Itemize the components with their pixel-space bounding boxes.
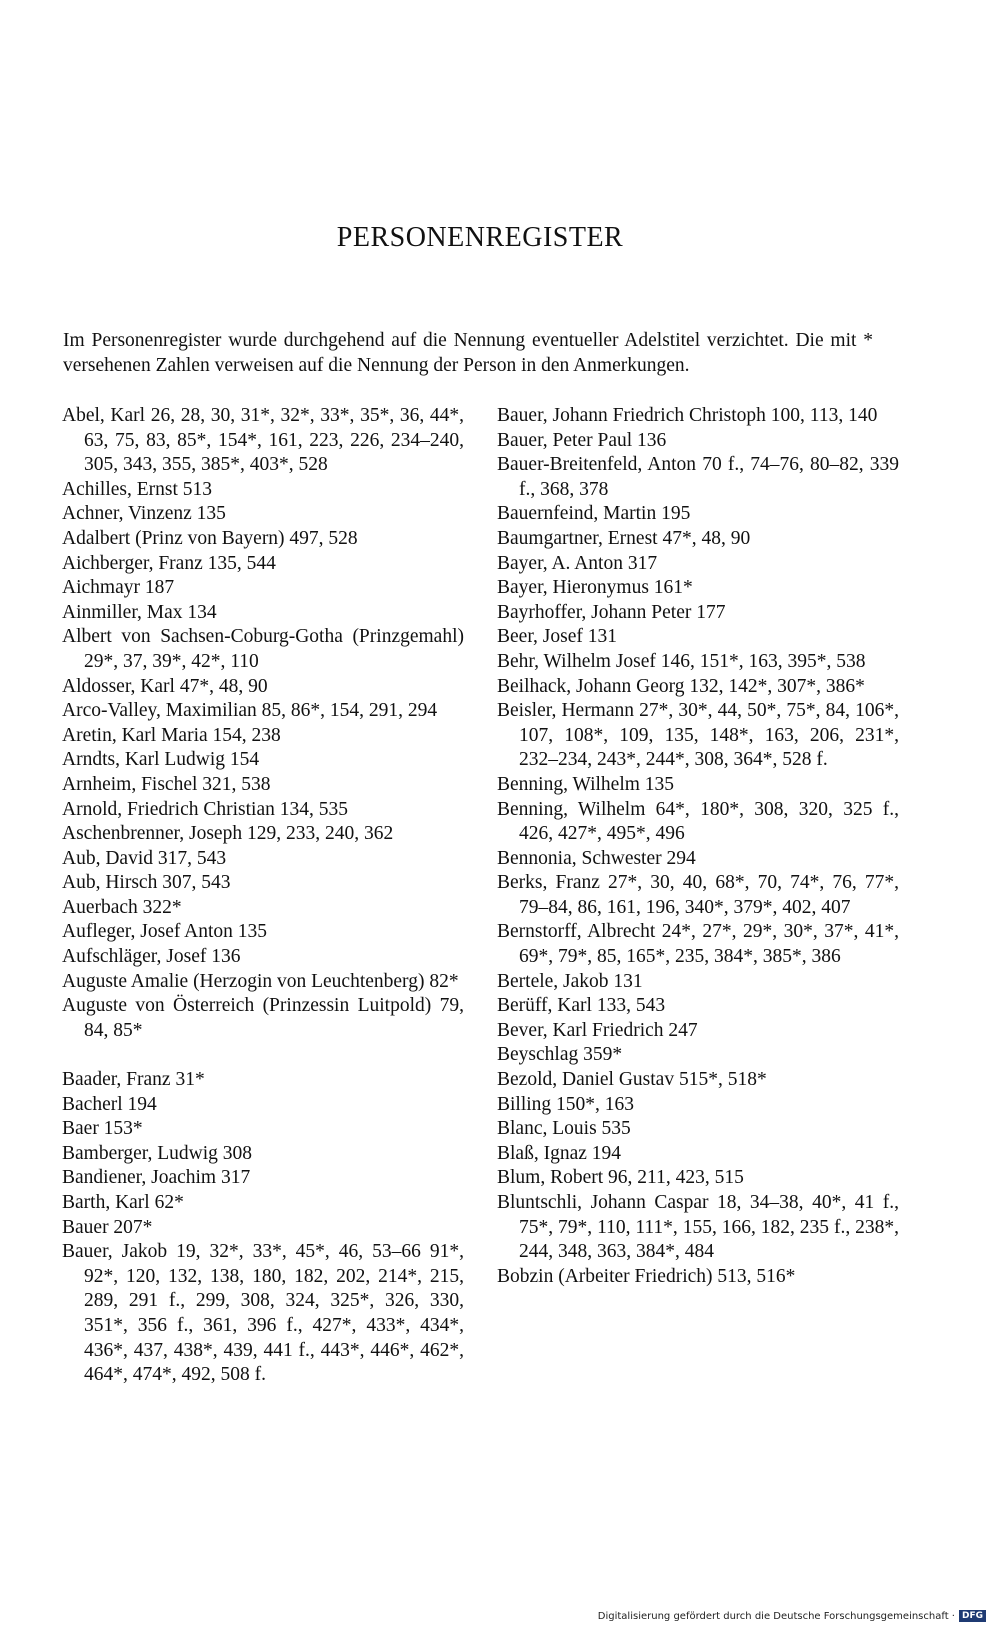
- page-title: PERSONENREGISTER: [336, 222, 624, 253]
- intro-paragraph: Im Personenregister wurde durchgehend auf die Nennung eventueller Adelstitel verzichtet. Die mit * versehenen Zahlen verweisen auf die Nennung der Person in den Anmerkungen.: [63, 330, 873, 376]
- index-entry: Bauer, Peter Paul 136: [497, 429, 667, 451]
- index-entry: Blaß, Ignaz 194: [497, 1142, 622, 1164]
- index-entry: Bayrhoffer, Johann Peter 177: [497, 601, 726, 623]
- index-entry: Baer 153*: [62, 1118, 143, 1140]
- index-entry: Aufleger, Josef Anton 135: [62, 921, 268, 943]
- index-entry: Beyschlag 359*: [497, 1044, 623, 1066]
- index-entry: Abel, Karl 26, 28, 30, 31*, 32*, 33*, 35*, 36, 44*, 63, 75, 83, 85*, 154*, 161, 223, 226, 234–240, 305, 343, 355, 385*, 403*, 528: [62, 405, 464, 476]
- dfg-logo: DFG: [959, 1610, 986, 1622]
- index-entry: Aichberger, Franz 135, 544: [62, 552, 276, 574]
- index-entry: Bauer, Jakob 19, 32*, 33*, 45*, 46, 53–66 91*, 92*, 120, 132, 138, 180, 182, 202, 214*, 215, 289, 291 f., 299, 308, 324, 325*, 326, 330, 351*, 356 f., 361, 396 f., 427*, 433*, 434*, 436*, 437, 438*, 439, 441 f., 443*, 446*, 462*, 464*, 474*, 492, 508 f.: [62, 1241, 464, 1386]
- index-entry: Auguste Amalie (Herzogin von Leuchtenberg) 82*: [62, 970, 459, 992]
- index-group-a: [62, 404, 464, 1043]
- index-entry: Arnold, Friedrich Christian 134, 535: [62, 798, 348, 820]
- index-entry: Bever, Karl Friedrich 247: [497, 1019, 698, 1041]
- index-entry: Achilles, Ernst 513: [62, 478, 213, 500]
- index-entry: Ainmiller, Max 134: [62, 601, 217, 623]
- index-entry: Adalbert (Prinz von Bayern) 497, 528: [62, 527, 358, 549]
- index-entry: Bobzin (Arbeiter Friedrich) 513, 516*: [497, 1265, 796, 1287]
- index-entry: Aschenbrenner, Joseph 129, 233, 240, 362: [62, 823, 394, 845]
- index-entry: Aldosser, Karl 47*, 48, 90: [62, 675, 268, 697]
- index-entry: Beer, Josef 131: [497, 626, 617, 648]
- index-entry: Arco-Valley, Maximilian 85, 86*, 154, 291, 294: [62, 700, 438, 722]
- index-entry: Bennonia, Schwester 294: [497, 847, 696, 869]
- index-entry: Aichmayr 187: [62, 577, 175, 599]
- index-entry: Bandiener, Joachim 317: [62, 1167, 251, 1189]
- footer: [598, 1610, 986, 1622]
- index-entry: Bauer, Johann Friedrich Christoph 100, 113, 140: [497, 405, 878, 426]
- index-entry: Aub, David 317, 543: [62, 847, 227, 869]
- index-entry: Baader, Franz 31*: [62, 1069, 205, 1091]
- index-entry: Bayer, A. Anton 317: [497, 552, 658, 574]
- index-entry: Aufschläger, Josef 136: [62, 946, 241, 968]
- index-entry: Bauernfeind, Martin 195: [497, 503, 691, 525]
- index-entry: Billing 150*, 163: [497, 1093, 635, 1115]
- index-entry: Baumgartner, Ernest 47*, 48, 90: [497, 527, 751, 549]
- index-entry: Auguste von Österreich (Prinzessin Luitpold) 79, 84, 85*: [62, 995, 464, 1041]
- index-entry: Bernstorff, Albrecht 24*, 27*, 29*, 30*, 37*, 41*, 69*, 79*, 85, 165*, 235, 384*, 385*, 386: [497, 921, 899, 968]
- index-group-b: [62, 1068, 464, 1388]
- index-entry: Aretin, Karl Maria 154, 238: [62, 724, 281, 746]
- index-entry: Albert von Sachsen-Coburg-Gotha (Prinzgemahl) 29*, 37, 39*, 42*, 110: [62, 626, 464, 672]
- index-entry: Beilhack, Johann Georg 132, 142*, 307*, 386*: [497, 675, 865, 697]
- index-entry: Barth, Karl 62*: [62, 1192, 184, 1213]
- index-entry: Bauer-Breitenfeld, Anton 70 f., 74–76, 80–82, 339 f., 368, 378: [497, 454, 899, 500]
- index-entry: Benning, Wilhelm 135: [497, 773, 675, 795]
- index-entry: Bauer 207*: [62, 1216, 153, 1238]
- index-entry: Bertele, Jakob 131: [497, 970, 643, 992]
- group-spacer: [62, 1043, 464, 1068]
- index-entry: Bamberger, Ludwig 308: [62, 1142, 253, 1164]
- index-entry: Bezold, Daniel Gustav 515*, 518*: [497, 1069, 767, 1091]
- index-entry: Arndts, Karl Ludwig 154: [62, 749, 260, 771]
- index-entry: Bacherl 194: [62, 1093, 157, 1115]
- index-entry: Blum, Robert 96, 211, 423, 515: [497, 1167, 744, 1189]
- index-entry: Bayer, Hieronymus 161*: [497, 577, 693, 599]
- index-entry: Beisler, Hermann 27*, 30*, 44, 50*, 75*, 84, 106*, 107, 108*, 109, 135, 148*, 163, 206, 231*, 232–234, 243*, 244*, 308, 364*, 528 f.: [497, 700, 899, 771]
- index-entry: Benning, Wilhelm 64*, 180*, 308, 320, 325 f., 426, 427*, 495*, 496: [497, 798, 899, 845]
- index-entry: Achner, Vinzenz 135: [62, 503, 226, 525]
- index-entry: Arnheim, Fischel 321, 538: [62, 773, 271, 795]
- index-entry: Berüff, Karl 133, 543: [497, 995, 666, 1017]
- index-column-left: [62, 404, 464, 1388]
- index-entry: Behr, Wilhelm Josef 146, 151*, 163, 395*, 538: [497, 650, 866, 672]
- index-entry: Blanc, Louis 535: [497, 1118, 631, 1140]
- index-entry: Bluntschli, Johann Caspar 18, 34–38, 40*, 41 f., 75*, 79*, 110, 111*, 155, 166, 182, 235 f., 238*, 244, 348, 363, 384*, 484: [497, 1192, 899, 1263]
- index-entry: Berks, Franz 27*, 30, 40, 68*, 70, 74*, 76, 77*, 79–84, 86, 161, 196, 340*, 379*, 402, 407: [497, 872, 899, 918]
- index-entry: Auerbach 322*: [62, 896, 182, 918]
- index-column-right: [497, 404, 899, 1289]
- footer-text: Digitalisierung gefördert durch die Deutsche Forschungsgemeinschaft ·: [597, 1610, 955, 1622]
- index-entry: Aub, Hirsch 307, 543: [62, 872, 231, 894]
